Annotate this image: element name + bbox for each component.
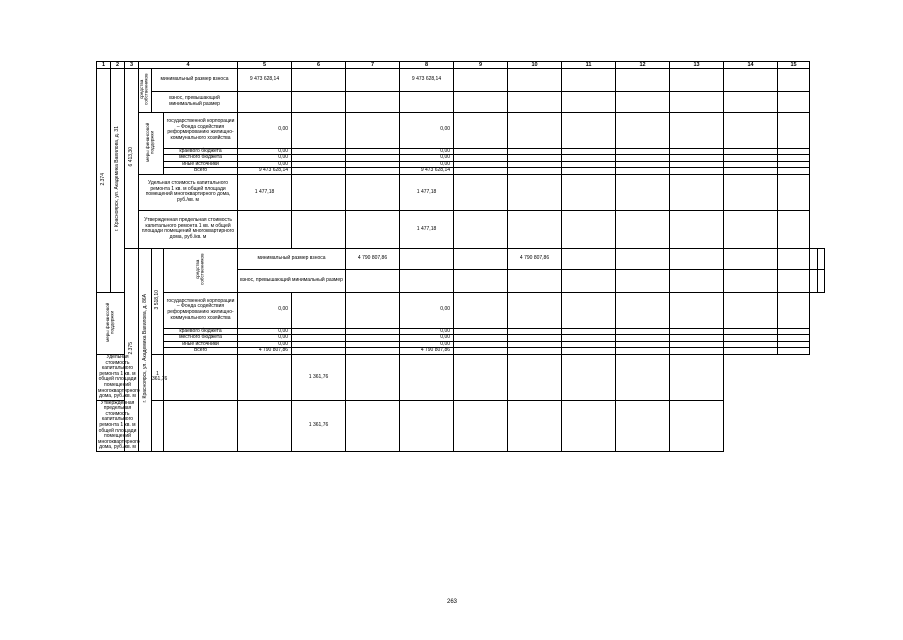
regional-col8: 0,00	[400, 148, 454, 155]
header-cell: 2	[111, 62, 125, 69]
table-row	[97, 168, 825, 175]
owner-funds-group: средства собственников	[139, 69, 152, 113]
min-amount-label: минимальный размер взноса	[152, 69, 238, 92]
regional-col8: 0,00	[400, 328, 454, 335]
support-group: меры финансовой поддержки	[139, 112, 164, 174]
column-number-row	[97, 62, 825, 69]
min-col8: 4 790 807,86	[508, 248, 562, 269]
header-cell: 5	[238, 62, 292, 69]
table-row	[97, 69, 825, 92]
fund-col8: 0,00	[400, 112, 454, 148]
regional-label: краевого бюджета	[164, 328, 238, 335]
total-col8: 4 790 807,86	[400, 348, 454, 355]
max-col8: 1 477,18	[400, 210, 454, 248]
table-row	[97, 248, 825, 269]
header-cell: 15	[778, 62, 810, 69]
table-row	[97, 400, 825, 451]
header-cell: 14	[724, 62, 778, 69]
max-unit-cost-label: Утвержденная предельная стоимость капитального ремонта 1 кв. м общей площади помещений многоквартирного дома, руб./кв. м	[139, 210, 238, 248]
total-label: Всего	[164, 168, 238, 175]
table-row	[97, 92, 825, 112]
fund-col8: 0,00	[400, 292, 454, 328]
min-col8: 9 473 628,14	[400, 69, 454, 92]
header-cell: 7	[346, 62, 400, 69]
table-row	[97, 112, 825, 148]
record-number: 2.375	[125, 248, 139, 451]
header-cell: 1	[97, 62, 111, 69]
record-address: г. Красноярск, ул. Академика Вавилова, д. 31	[111, 69, 125, 293]
regional-col5: 0,00	[238, 148, 292, 155]
table-row	[97, 354, 825, 400]
other-col8: 0,00	[400, 161, 454, 168]
record-number: 2.374	[97, 69, 111, 293]
total-col8: 9 473 628,14	[400, 168, 454, 175]
other-label: иные источники	[164, 341, 238, 348]
total-col5: 4 790 807,86	[238, 348, 292, 355]
local-label: местного бюджета	[164, 155, 238, 162]
min-amount-label: минимальный размер взноса	[238, 248, 346, 269]
support-group: меры финансовой поддержки	[97, 292, 125, 354]
total-col5: 9 473 628,14	[238, 168, 292, 175]
header-cell: 3	[125, 62, 139, 69]
total-label: Всего	[164, 348, 238, 355]
record-address: г. Красноярск, ул. Академика Вавилова, д. 86А	[139, 248, 152, 451]
header-cell: 10	[508, 62, 562, 69]
unit-col8: 1 477,18	[400, 174, 454, 210]
page-number: 263	[446, 599, 457, 605]
local-label: местного бюджета	[164, 335, 238, 342]
header-cell: 6	[292, 62, 346, 69]
fund-label: государственной корпорации – Фонда содействия реформированию жилищно-коммунального хозяйства	[164, 292, 238, 328]
max-unit-cost-label: Утвержденная предельная стоимость капитального ремонта 1 кв. м общей площади помещений многоквартирного дома, руб./кв. м	[98, 399, 140, 451]
fund-col5: 0,00	[238, 112, 292, 148]
other-col5: 0,00	[238, 341, 292, 348]
unit-cost-label: Удельная стоимость капитального ремонта 1 кв. м общей площади помещений многоквартирного дома, руб./кв. м	[139, 174, 238, 210]
local-col8: 0,00	[400, 155, 454, 162]
over-min-label: взнос, превышающий минимальный размер	[238, 269, 346, 292]
unit-col5: 1 361,76	[152, 354, 164, 400]
fund-col5: 0,00	[238, 292, 292, 328]
fund-label: государственной корпорации – Фонда содействия реформированию жилищно-коммунального хозяйства	[164, 112, 238, 148]
other-col8: 0,00	[400, 341, 454, 348]
owner-funds-group: средства собственников	[164, 248, 238, 292]
unit-cost-label: Удельная стоимость капитального ремонта 1 кв. м общей площади помещений многоквартирного дома, руб./кв. м	[98, 353, 140, 400]
record-area: 6 413,30	[125, 69, 139, 249]
table-row	[97, 292, 825, 328]
table-row	[97, 348, 825, 355]
table-row	[97, 174, 825, 210]
local-col5: 0,00	[238, 155, 292, 162]
min-col5: 4 790 807,86	[346, 248, 400, 269]
unit-col5: 1 477,18	[238, 174, 292, 210]
header-cell: 12	[616, 62, 670, 69]
header-cell: 8	[400, 62, 454, 69]
header-cell: 11	[562, 62, 616, 69]
min-col5: 9 473 628,14	[238, 69, 292, 92]
unit-col8: 1 361,76	[292, 354, 346, 400]
header-cell: 13	[670, 62, 724, 69]
other-label: иные источники	[164, 161, 238, 168]
local-col8: 0,00	[400, 335, 454, 342]
regional-col5: 0,00	[238, 328, 292, 335]
local-col5: 0,00	[238, 335, 292, 342]
max-col8: 1 361,76	[292, 400, 346, 451]
regional-label: краевого бюджета	[164, 148, 238, 155]
header-cell: 4	[139, 62, 238, 69]
table-row	[97, 210, 825, 248]
record-area: 3 518,10	[152, 248, 164, 354]
other-col5: 0,00	[238, 161, 292, 168]
over-min-label: взнос, превышающий минимальный размер	[152, 92, 238, 112]
header-cell: 9	[454, 62, 508, 69]
capital-repair-table	[96, 61, 825, 452]
